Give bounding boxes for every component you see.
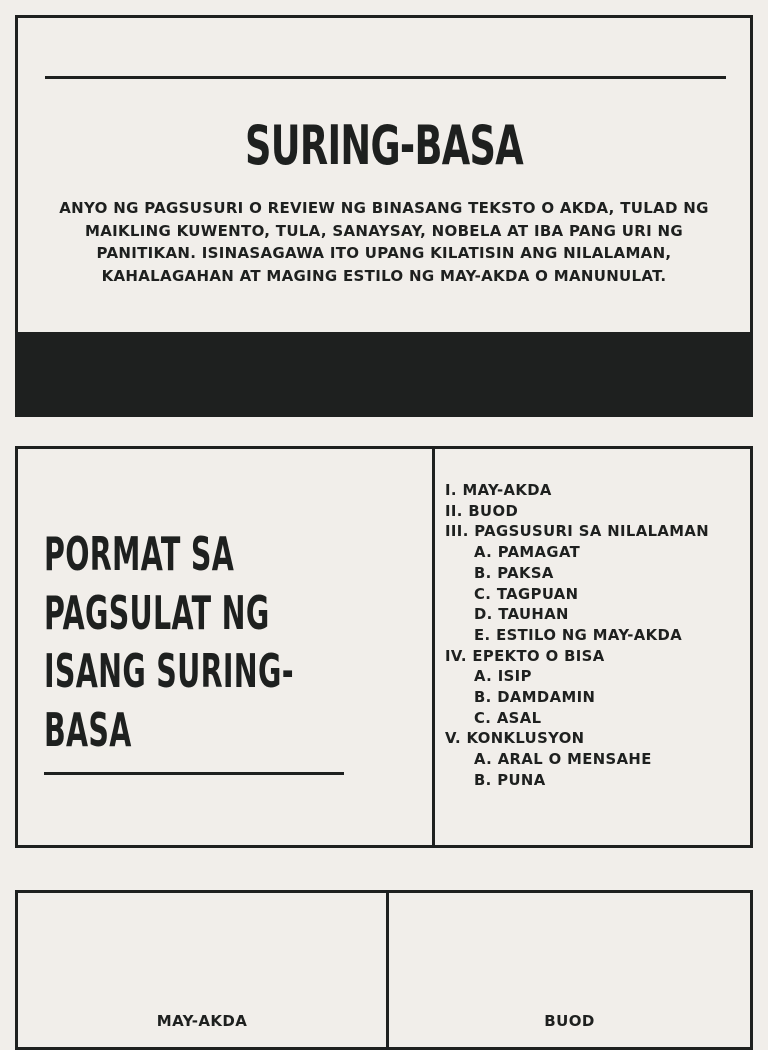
intro-description: ANYO NG PAGSUSURI O REVIEW NG BINASANG TEKSTO O AKDA, TULAD NG MAIKLING KUWENTO, TULA, SANAYSAY, NOBELA AT IBA PANG URI NG PANITIKAN. ISINASAGAWA ITO UPANG KILATISIN ANG NILALAMAN, KAHALAGAHAN AT MAGING ESTILO NG MAY-AKDA O MANUNULAT.	[59, 199, 709, 285]
format-card	[15, 446, 753, 848]
buod-label: BUOD	[544, 1012, 595, 1030]
outline-item: III. PAGSUSURI SA NILALAMAN	[445, 523, 710, 541]
format-outline-list	[445, 481, 750, 792]
outline-subitem: A. PAMAGAT	[474, 544, 581, 562]
sections-card	[15, 890, 753, 1050]
outline-subitem: B. PUNA	[474, 771, 546, 789]
top-divider-line	[45, 76, 726, 79]
outline-item: IV. EPEKTO O BISA	[445, 647, 605, 665]
outline-subitem: C. TAGPUAN	[474, 585, 579, 603]
page-title: SURING-BASA	[244, 114, 524, 177]
outline-item: I. MAY-AKDA	[445, 482, 552, 499]
outline-subitem: D. TAUHAN	[474, 606, 569, 624]
outline-subitem: B. DAMDAMIN	[474, 689, 596, 707]
outline-subitem: C. ASAL	[474, 709, 542, 727]
format-column-divider	[432, 449, 435, 845]
may-akda-label: MAY-AKDA	[156, 1012, 248, 1030]
outline-item: II. BUOD	[445, 502, 519, 520]
dark-band	[18, 332, 750, 414]
intro-card	[15, 15, 753, 417]
format-title-underline	[44, 772, 344, 775]
format-title: PORMAT SA PAGSULAT NG ISANG SURING-BASA	[44, 527, 294, 757]
outline-subitem: E. ESTILO NG MAY-AKDA	[474, 626, 683, 644]
outline-subitem: B. PAKSA	[474, 564, 554, 582]
outline-subitem: A. ISIP	[474, 668, 532, 686]
outline-subitem: A. ARAL O MENSAHE	[474, 751, 652, 769]
outline-item: V. KONKLUSYON	[445, 730, 585, 748]
